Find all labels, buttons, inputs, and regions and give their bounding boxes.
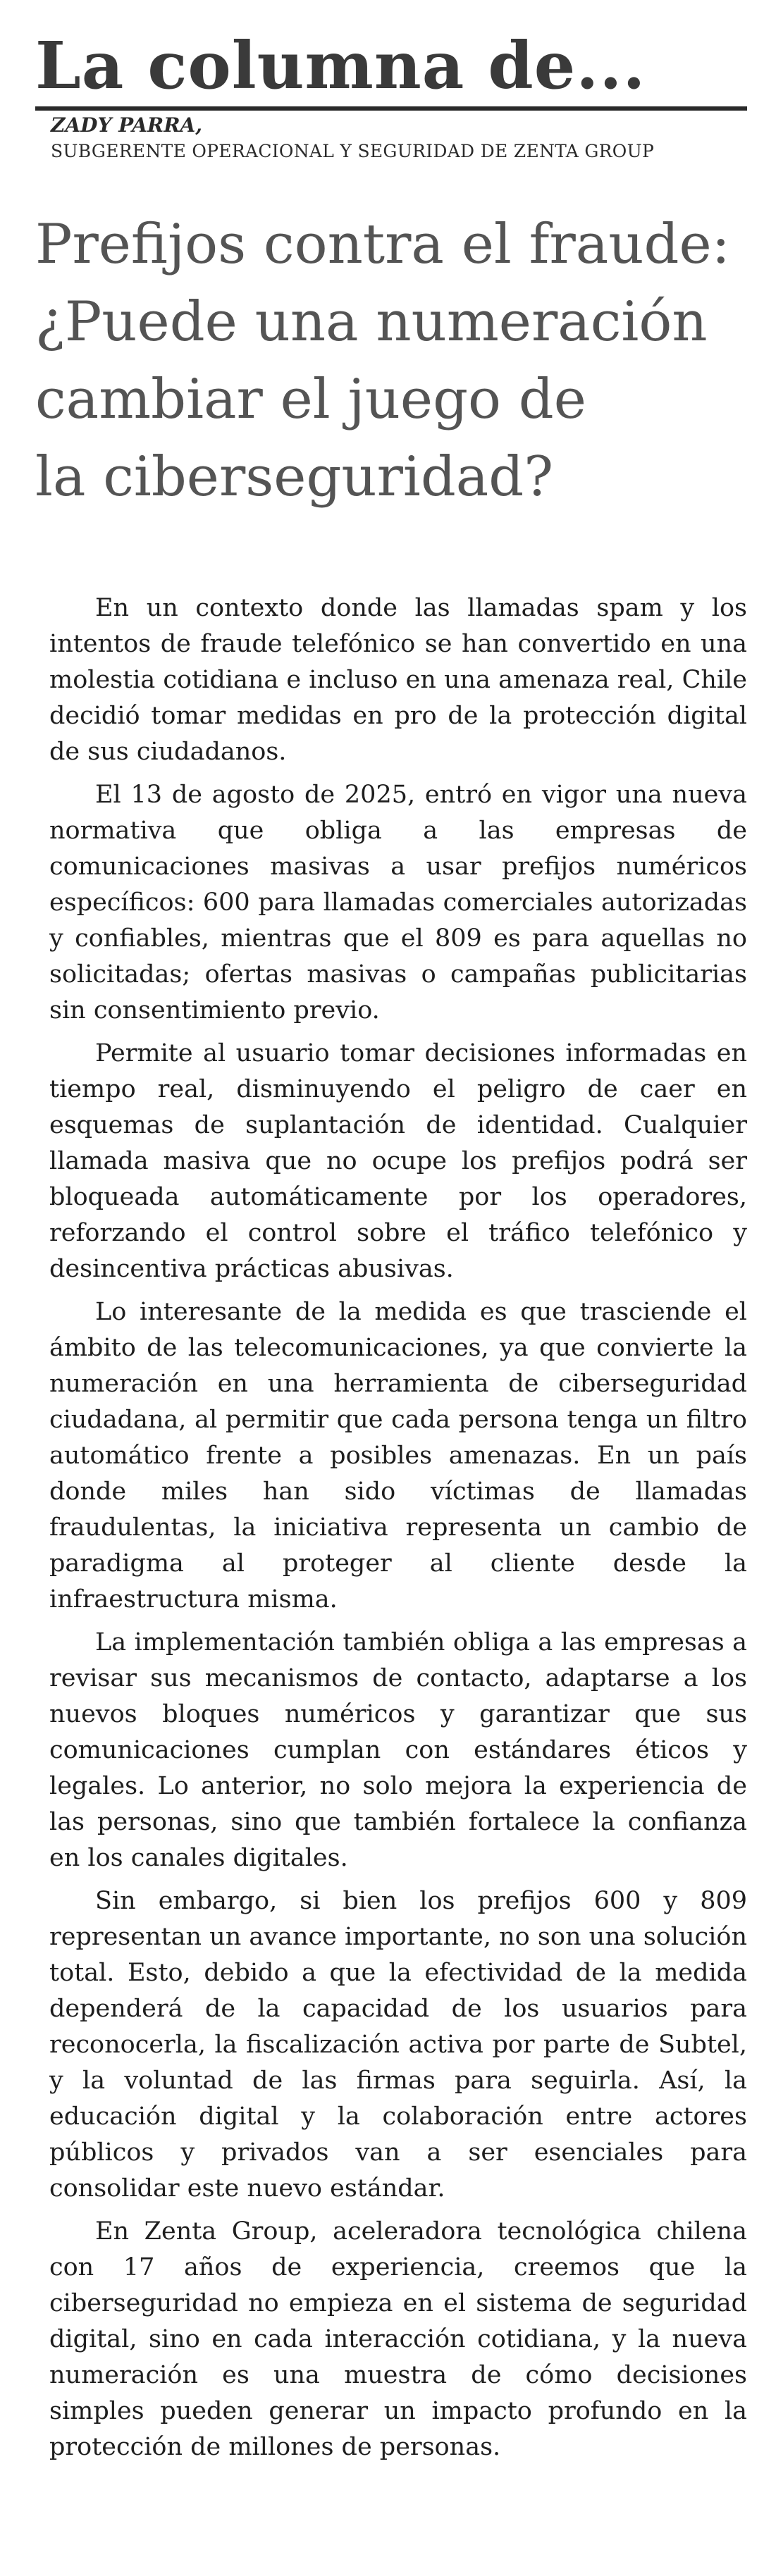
article-paragraph: La implementación también obliga a las empresas a revisar sus mecanismos de contacto, adaptarse a los nuevos bloques numéricos y garantizar que sus comunicaciones cumplan con estándares éticos y legales. Lo anterior, no solo mejora la experiencia de las personas, sino que también fortalece la confianza en los canales digitales. [49,1628,747,1872]
headline-line: cambiar el juego de [35,368,586,431]
headline-line: ¿Puede una numeración [35,290,708,354]
article-paragraph: Sin embargo, si bien los prefijos 600 y 809 representan un avance importante, no son una solución total. Esto, debido a que la efectividad de la medida dependerá de la capacidad de los usuarios para reconocerla, la fiscalización activa por parte de Subtel, y la voluntad de las firmas para seguirla. Así, la educación digital y la colaboración entre actores públicos y privados van a ser esenciales para consolidar este nuevo estándar. [49,1887,747,2203]
section-title: La columna de... [35,27,646,104]
article-body [49,590,747,2472]
author-name: ZADY PARRA, [51,113,202,137]
headline-line: la ciberseguridad? [35,445,554,509]
author-role: SUBGERENTE OPERACIONAL Y SEGURIDAD DE ZENTA GROUP [51,141,655,161]
article-paragraph: En un contexto donde las llamadas spam y los intentos de fraude telefónico se han convertido en una molestia cotidiana e incluso en una amenaza real, Chile decidió tomar medidas en pro de la protección digital de sus ciudadanos. [49,594,747,766]
headline-line: Prefijos contra el fraude: [35,213,730,276]
article-headline [35,206,730,516]
article-paragraph: El 13 de agosto de 2025, entró en vigor una nueva normativa que obliga a las empresas de comunicaciones masivas a usar prefijos numéricos específicos: 600 para llamadas comerciales autorizadas y confiables, mientras que el 809 es para aquellas no solicitadas; ofertas masivas o campañas publicitarias sin consentimiento previo. [49,781,747,1024]
section-rule [35,106,747,111]
article-paragraph: Permite al usuario tomar decisiones informadas en tiempo real, disminuyendo el peligro de caer en esquemas de suplantación de identidad. Cualquier llamada masiva que no ocupe los prefijos podrá ser bloqueada automáticamente por los operadores, reforzando el control sobre el tráfico telefónico y desincentiva prácticas abusivas. [49,1039,747,1283]
article-paragraph: Lo interesante de la medida es que trasciende el ámbito de las telecomunicaciones, ya que convierte la numeración en una herramienta de ciberseguridad ciudadana, al permitir que cada persona tenga un filtro automático frente a posibles amenazas. En un país donde miles han sido víctimas de llamadas fraudulentas, la iniciativa representa un cambio de paradigma al proteger al cliente desde la infraestructura misma. [49,1298,747,1614]
article-paragraph: En Zenta Group, aceleradora tecnológica chilena con 17 años de experiencia, creemos que la ciberseguridad no empieza en el sistema de seguridad digital, sino en cada interacción cotidiana, y la nueva numeración es una muestra de cómo decisiones simples pueden generar un impacto profundo en la protección de millones de personas. [49,2217,747,2461]
